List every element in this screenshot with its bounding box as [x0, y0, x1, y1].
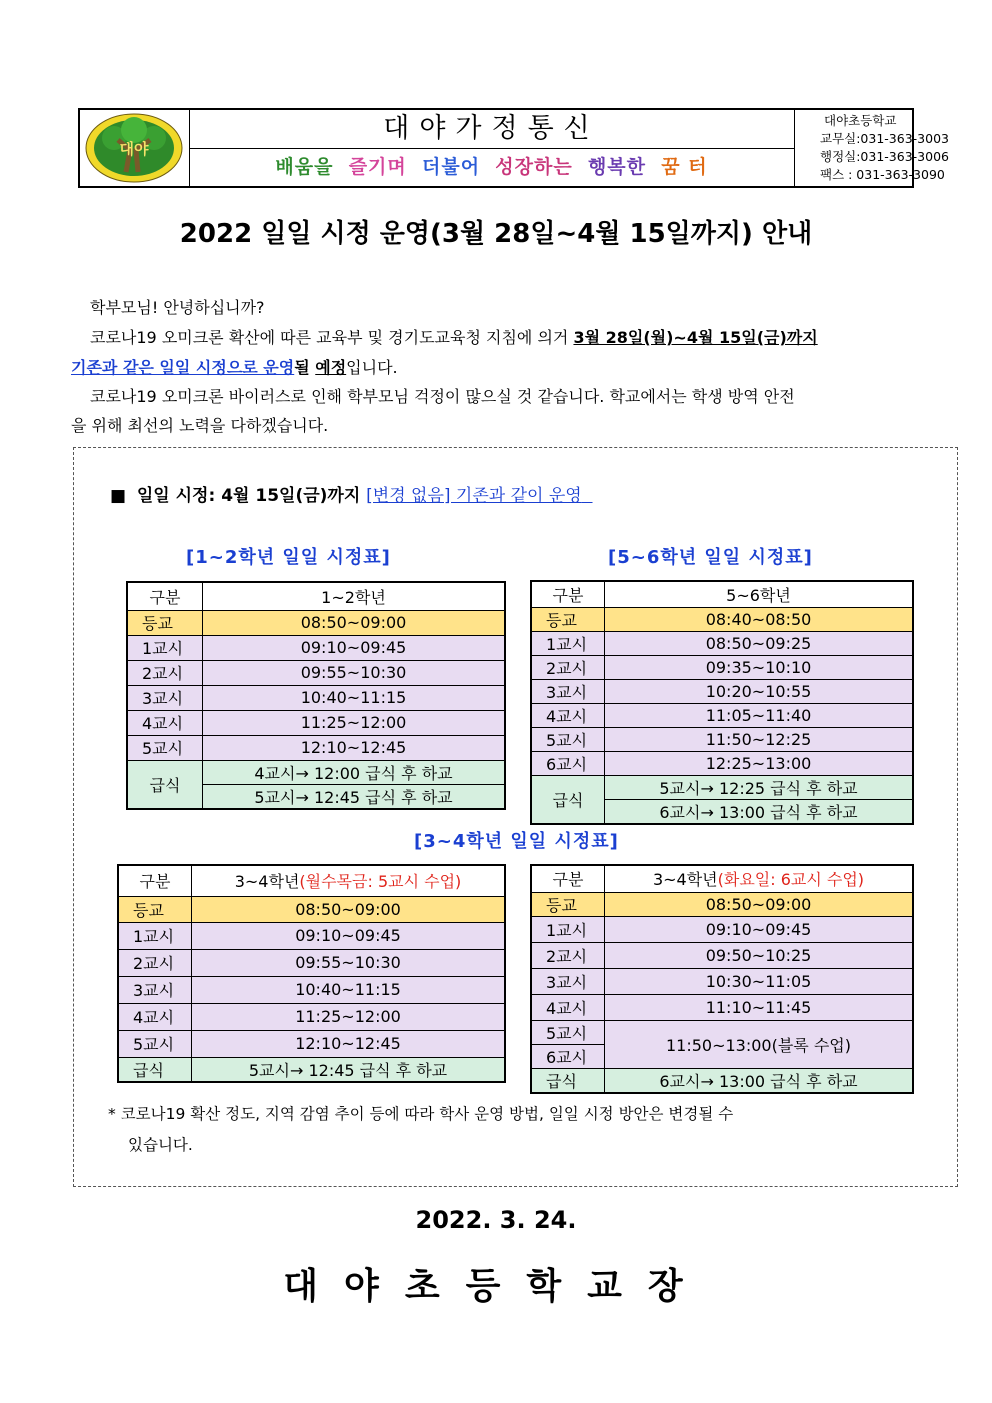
- footnote-line-1: * 코로나19 확산 정도, 지역 감염 추이 등에 따라 학사 운영 방법, 일일 시정 방안은 변경될 수: [108, 1105, 734, 1123]
- period-label: 2교시: [118, 949, 192, 976]
- period-time: 11:10~11:45: [605, 994, 914, 1020]
- text: 입니다.: [346, 358, 398, 377]
- principal-signature: 대야초등학교장: [283, 1266, 709, 1307]
- no-change-note: [변경 없음] 기존과 같이 운영: [366, 486, 582, 506]
- period-label: 5교시: [531, 727, 605, 751]
- period-label: 6교시: [531, 751, 605, 775]
- fax-number: 팩스 : 031-363-3090: [820, 167, 945, 182]
- column-header: 구분: [127, 582, 203, 610]
- period-time: 08:50~09:00: [203, 610, 506, 635]
- motto-word: 더불어: [422, 156, 481, 178]
- paragraph-2-line-1: [90, 322, 930, 353]
- period-time: 10:40~11:15: [192, 976, 506, 1003]
- schedule-heading: [110, 481, 593, 506]
- column-header: 1~2학년: [203, 582, 506, 610]
- highlight-dates: 3월 28일(월)~4월 15일(금)까지: [573, 328, 818, 347]
- highlight-planned: 예정: [315, 358, 347, 377]
- lunch-time: 4교시→ 12:00 급식 후 하교: [203, 760, 506, 784]
- lunch-time: 5교시→ 12:45 급식 후 하교: [192, 1057, 506, 1082]
- period-time: 09:55~10:30: [192, 949, 506, 976]
- period-label: 6교시: [531, 1044, 605, 1068]
- phone-admin: 행정실:031-363-3006: [820, 149, 949, 164]
- column-header: 5~6학년: [605, 581, 914, 607]
- footnote: [108, 1099, 908, 1161]
- period-time: 09:35~10:10: [605, 655, 914, 679]
- schedule-table-grade-1-2: [126, 581, 506, 810]
- period-label: 2교시: [127, 660, 203, 685]
- period-time: 08:50~09:25: [605, 631, 914, 655]
- lunch-label: 급식: [531, 775, 605, 824]
- column-header: 구분: [118, 865, 192, 896]
- motto-word: 행복한: [587, 156, 647, 178]
- issue-date: 2022. 3. 24.: [415, 1206, 577, 1234]
- schedule-heading-text: 일일 시정: 4월 15일(금)까지: [136, 486, 367, 506]
- school-logo: [80, 110, 189, 186]
- period-label: 2교시: [531, 655, 605, 679]
- period-time: 11:05~11:40: [605, 703, 914, 727]
- period-time: 10:30~11:05: [605, 968, 914, 994]
- period-label: 4교시: [531, 703, 605, 727]
- period-time: 09:10~09:45: [605, 916, 914, 942]
- schedule-table-grade-3-4-tuesday: [530, 864, 914, 1094]
- school-logo-cell: [80, 110, 190, 186]
- period-time: 08:50~09:00: [192, 896, 506, 922]
- period-time: 09:10~09:45: [192, 922, 506, 949]
- period-time: 11:25~12:00: [192, 1003, 506, 1030]
- period-label: 5교시: [127, 735, 203, 760]
- period-label: 1교시: [127, 635, 203, 660]
- period-label: 4교시: [531, 994, 605, 1020]
- lunch-label: 급식: [127, 760, 203, 809]
- table-title-grade-1-2: [1~2학년 일일 시정표]: [186, 547, 391, 568]
- period-label: 3교시: [531, 679, 605, 703]
- motto-word: 즐기며: [348, 156, 407, 178]
- period-time: 11:25~12:00: [203, 710, 506, 735]
- column-header: 구분: [531, 581, 605, 607]
- grade-label: 3~4학년: [652, 870, 718, 890]
- period-label: 등교: [531, 892, 605, 916]
- newsletter-header: [78, 108, 949, 188]
- lunch-time: 5교시→ 12:45 급식 후 하교: [203, 784, 506, 809]
- grade-label: 3~4학년: [234, 872, 300, 892]
- page-title: 2022 일일 시정 운영(3월 28일~4월 15일까지) 안내: [179, 219, 813, 249]
- period-time: 09:10~09:45: [203, 635, 506, 660]
- period-time: 11:50~12:25: [605, 727, 914, 751]
- motto-word: 배움을: [275, 156, 334, 178]
- school-motto: [189, 148, 795, 186]
- period-label: 5교시: [531, 1020, 605, 1044]
- period-label: 3교시: [531, 968, 605, 994]
- paragraph-3-line-2: 을 위해 최선의 노력을 다하겠습니다.: [71, 416, 329, 435]
- contact-info: [794, 110, 949, 186]
- period-time: 09:55~10:30: [203, 660, 506, 685]
- period-label: 4교시: [118, 1003, 192, 1030]
- period-label: 4교시: [127, 710, 203, 735]
- period-label: 1교시: [118, 922, 192, 949]
- lunch-label: 급식: [118, 1057, 192, 1082]
- paragraph-2-line-2: [71, 352, 398, 383]
- lunch-label: 급식: [531, 1068, 605, 1093]
- column-header: 구분: [531, 865, 605, 892]
- schedule-table-grade-5-6: [530, 580, 914, 825]
- motto-word: 꿈 터: [661, 156, 708, 178]
- period-time: 08:50~09:00: [605, 892, 914, 916]
- paragraph-3-line-1: 코로나19 오미크론 바이러스로 인해 학부모님 걱정이 많으실 것 같습니다. 학교에서는 학생 방역 안전: [90, 387, 795, 406]
- column-header: [192, 865, 506, 896]
- lunch-time: 5교시→ 12:25 급식 후 하교: [605, 775, 914, 799]
- period-label: 3교시: [118, 976, 192, 1003]
- period-label: 3교시: [127, 685, 203, 710]
- period-label: 2교시: [531, 942, 605, 968]
- period-label: 5교시: [118, 1030, 192, 1057]
- phone-office: 교무실:031-363-3003: [820, 131, 949, 146]
- period-label: 등교: [531, 607, 605, 631]
- highlight-operation: 기존과 같은 일일 시정으로 운영: [71, 358, 295, 377]
- bullet-icon: ■: [110, 486, 127, 506]
- lunch-time: 6교시→ 13:00 급식 후 하교: [605, 1068, 914, 1093]
- school-name: 대야초등학교: [824, 113, 897, 128]
- period-time: 08:40~08:50: [605, 607, 914, 631]
- period-label: 등교: [118, 896, 192, 922]
- period-time: 12:10~12:45: [192, 1030, 506, 1057]
- period-label: 1교시: [531, 631, 605, 655]
- lunch-time: 6교시→ 13:00 급식 후 하교: [605, 799, 914, 824]
- text: 될: [294, 358, 316, 377]
- day-note: (월수목금: 5교시 수업): [299, 872, 462, 892]
- period-label: 1교시: [531, 916, 605, 942]
- period-label: 등교: [127, 610, 203, 635]
- footnote-line-2: 있습니다.: [128, 1136, 193, 1154]
- period-time: 12:25~13:00: [605, 751, 914, 775]
- period-time: 12:10~12:45: [203, 735, 506, 760]
- table-title-grade-3-4: [3~4학년 일일 시정표]: [414, 831, 619, 852]
- newsletter-title: 대야가정통신: [189, 110, 795, 149]
- period-time: 10:40~11:15: [203, 685, 506, 710]
- block-time: 11:50~13:00(블록 수업): [605, 1020, 914, 1068]
- period-time: 10:20~10:55: [605, 679, 914, 703]
- text: 코로나19 오미크론 확산에 따른 교육부 및 경기도교육청 지침에 의거: [90, 328, 574, 347]
- period-time: 09:50~10:25: [605, 942, 914, 968]
- day-note: (화요일: 6교시 수업): [717, 870, 865, 890]
- motto-word: 성장하는: [495, 156, 573, 178]
- schedule-table-grade-3-4-mwtf: [117, 864, 506, 1083]
- logo-text: 대야: [119, 140, 149, 158]
- table-title-grade-5-6: [5~6학년 일일 시정표]: [608, 547, 813, 568]
- column-header: [605, 865, 914, 892]
- greeting: 학부모님! 안녕하십니까?: [90, 298, 265, 317]
